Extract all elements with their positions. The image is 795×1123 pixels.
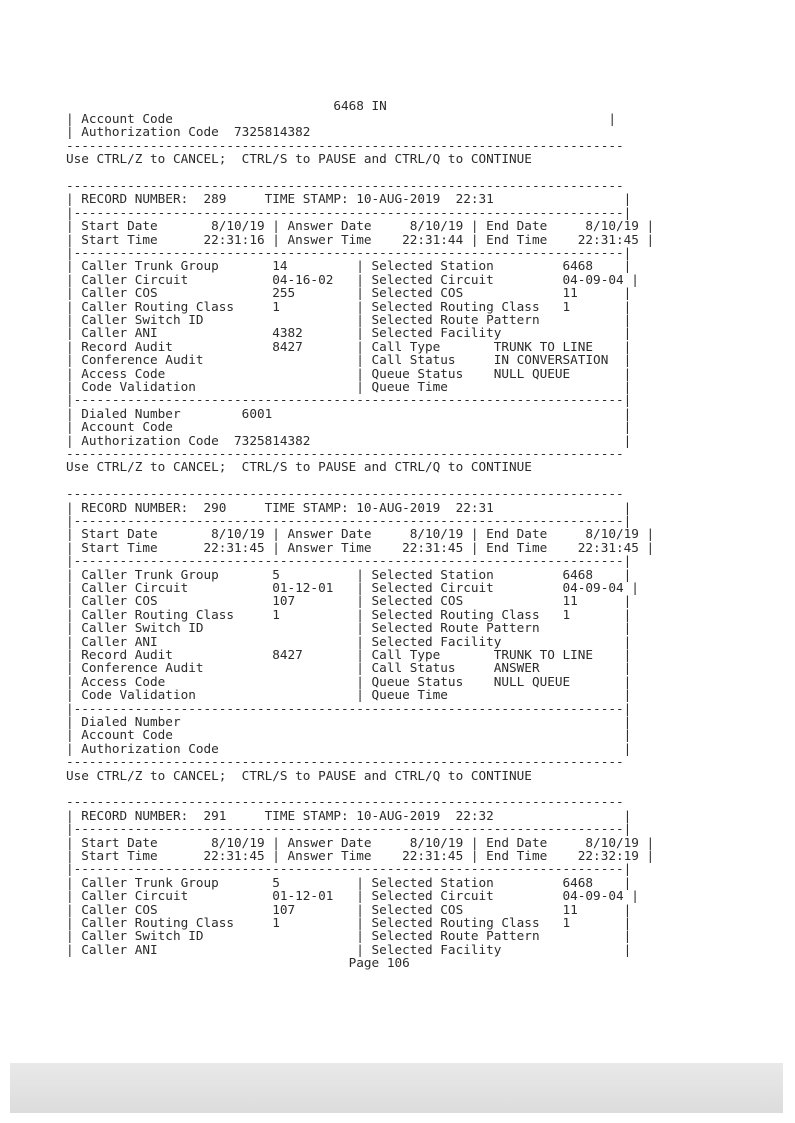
log-line: | Caller Trunk Group 14 | Selected Station 6468 |: [66, 258, 632, 274]
log-line: |------------------------------------------------------------------------|: [66, 245, 632, 260]
log-line: -------------------------------------------------------------------------: [66, 446, 624, 461]
scan-footer-band: [10, 1063, 783, 1113]
log-line: | Caller ANI | Selected Facility |: [66, 633, 632, 649]
log-line: | Start Time 22:31:45 | Answer Time 22:31:45 | End Time 22:31:45 |: [66, 539, 655, 555]
log-line: | Start Date 8/10/19 | Answer Date 8/10/19 | End Date 8/10/19 |: [66, 834, 655, 850]
log-line: | Access Code | Queue Status NULL QUEUE |: [66, 365, 632, 381]
log-line: | Code Validation | Queue Time |: [66, 687, 632, 703]
log-line: -------------------------------------------------------------------------: [66, 486, 624, 502]
log-line: | Code Validation | Queue Time |: [66, 379, 632, 394]
log-line: | RECORD NUMBER: 289 TIME STAMP: 10-AUG-2019 22:31 |: [66, 191, 632, 207]
log-line: |------------------------------------------------------------------------|: [66, 553, 632, 569]
log-line: Use CTRL/Z to CANCEL; CTRL/S to PAUSE and CTRL/Q to CONTINUE: [66, 459, 532, 475]
log-line: | Caller Routing Class 1 | Selected Routing Class 1 |: [66, 606, 632, 622]
log-line: | Caller Circuit 01-12-01 | Selected Circuit 04-09-04 |: [66, 888, 639, 904]
log-line: | Caller Circuit 01-12-01 | Selected Circuit 04-09-04 |: [66, 580, 639, 595]
log-line: |------------------------------------------------------------------------|: [66, 861, 632, 877]
log-line: | Caller Switch ID | Selected Route Pattern |: [66, 620, 632, 636]
log-line: -------------------------------------------------------------------------: [66, 754, 624, 770]
log-line: | Start Time 22:31:45 | Answer Time 22:31:45 | End Time 22:32:19 |: [66, 848, 655, 863]
log-line: | Caller Circuit 04-16-02 | Selected Circuit 04-09-04 |: [66, 271, 639, 287]
log-line: | Conference Audit | Call Status IN CONVERSATION |: [66, 352, 632, 368]
log-line: |------------------------------------------------------------------------|: [66, 821, 632, 837]
log-line: | Caller Routing Class 1 | Selected Routing Class 1 |: [66, 915, 632, 930]
log-line: | Caller ANI | Selected Facility |: [66, 941, 632, 957]
log-line: | Account Code |: [66, 111, 616, 126]
log-line: |------------------------------------------------------------------------|: [66, 392, 632, 408]
log-line: | Conference Audit | Call Status ANSWER |: [66, 660, 632, 676]
log-line: | Caller COS 107 | Selected COS 11 |: [66, 593, 632, 609]
log-line: -------------------------------------------------------------------------: [66, 794, 624, 810]
page-number: Page 106: [66, 955, 410, 971]
log-line: | Caller Switch ID | Selected Route Pattern |: [66, 312, 632, 327]
log-line: | Account Code |: [66, 419, 632, 435]
log-line: | Authorization Code |: [66, 740, 632, 756]
log-line: | Caller COS 255 | Selected COS 11 |: [66, 285, 632, 301]
log-line: | RECORD NUMBER: 291 TIME STAMP: 10-AUG-2019 22:32 |: [66, 807, 632, 823]
log-line: | Record Audit 8427 | Call Type TRUNK TO LINE |: [66, 338, 632, 354]
log-line: |------------------------------------------------------------------------|: [66, 204, 632, 220]
log-line: -------------------------------------------------------------------------: [66, 137, 624, 153]
log-line: | Caller Trunk Group 5 | Selected Station 6468 |: [66, 874, 632, 890]
log-line: | Caller Trunk Group 5 | Selected Station 6468 |: [66, 566, 632, 582]
log-line: | Account Code |: [66, 727, 632, 743]
log-line: | Dialed Number 6001 |: [66, 405, 632, 421]
log-line: Use CTRL/Z to CANCEL; CTRL/S to PAUSE and CTRL/Q to CONTINUE: [66, 151, 532, 167]
log-line: Use CTRL/Z to CANCEL; CTRL/S to PAUSE and CTRL/Q to CONTINUE: [66, 767, 532, 783]
log-line: | Caller Switch ID | Selected Route Pattern |: [66, 928, 632, 944]
log-line: | Start Time 22:31:16 | Answer Time 22:31:44 | End Time 22:31:45 |: [66, 231, 655, 247]
log-line: | Authorization Code 7325814382 |: [66, 432, 632, 448]
log-line: | RECORD NUMBER: 290 TIME STAMP: 10-AUG-2019 22:31 |: [66, 499, 632, 515]
log-line: | Caller ANI 4382 | Selected Facility |: [66, 325, 632, 341]
log-line: | Start Date 8/10/19 | Answer Date 8/10/19 | End Date 8/10/19 |: [66, 218, 655, 234]
log-line: -------------------------------------------------------------------------: [66, 178, 624, 193]
log-line: | Dialed Number |: [66, 714, 632, 729]
log-line: |------------------------------------------------------------------------|: [66, 513, 632, 528]
log-line: | Caller Routing Class 1 | Selected Routing Class 1 |: [66, 298, 632, 314]
log-line: | Caller COS 107 | Selected COS 11 |: [66, 901, 632, 917]
log-line: |------------------------------------------------------------------------|: [66, 700, 632, 716]
log-line: | Start Date 8/10/19 | Answer Date 8/10/19 | End Date 8/10/19 |: [66, 526, 655, 542]
log-line: | Authorization Code 7325814382: [66, 124, 311, 140]
log-line: | Record Audit 8427 | Call Type TRUNK TO LINE |: [66, 647, 632, 662]
log-line: | Access Code | Queue Status NULL QUEUE |: [66, 673, 632, 689]
station-heading: 6468 IN: [66, 98, 387, 113]
